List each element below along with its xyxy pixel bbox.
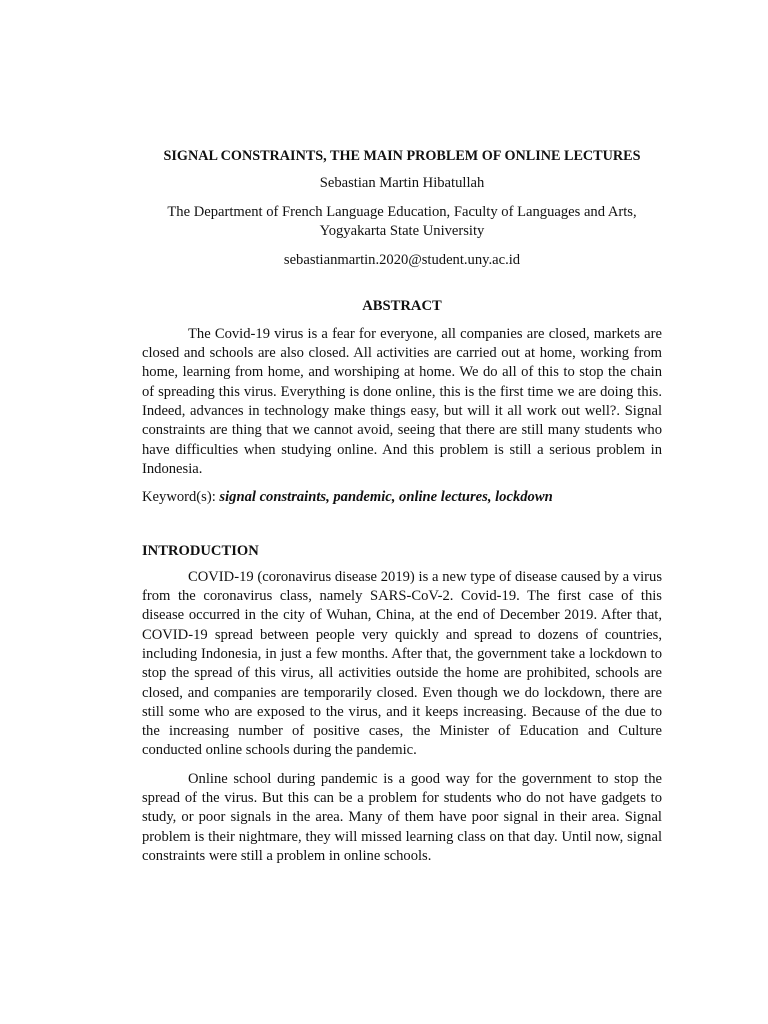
- introduction-paragraph: Online school during pandemic is a good way for the government to stop the spread of the virus. But this can be a problem for students who do not have gadgets to study, or poor signals in the area. Many of them have poor signal in their area. Signal problem is their nightmare, they will missed learning class on that day. Until now, signal constraints were still a problem in online schools.: [142, 770, 662, 864]
- abstract-text: The Covid-19 virus is a fear for everyone, all companies are closed, markets are closed and schools are also closed. All activities are carried out at home, working from home, learning from home, and worshiping at home. We do all of this to stop the chain of spreading this virus. Everything is done online, this is the first time we are doing this. Indeed, advances in technology make things easy, but will it all work out well?. Signal constraints are thing that we cannot avoid, seeing that there are still many students who have difficulties when studying online. And this problem is still a serious problem in Indonesia.: [142, 325, 662, 477]
- author-email: sebastianmartin.2020@student.uny.ac.id: [283, 252, 521, 269]
- paper-body: [142, 147, 662, 875]
- author-affiliation: [142, 203, 662, 242]
- keywords-label: Keyword(s):: [142, 489, 220, 506]
- keywords: [142, 488, 662, 507]
- affiliation-line: Yogyakarta State University: [319, 222, 485, 239]
- introduction-heading: INTRODUCTION: [142, 543, 259, 560]
- affiliation-line: The Department of French Language Education, Faculty of Languages and Arts,: [167, 203, 637, 220]
- paper-title: SIGNAL CONSTRAINTS, THE MAIN PROBLEM OF ONLINE LECTURES: [163, 148, 641, 164]
- keywords-list: signal constraints, pandemic, online lectures, lockdown: [219, 489, 553, 506]
- introduction-paragraph: COVID-19 (coronavirus disease 2019) is a new type of disease caused by a virus from the coronavirus class, namely SARS-CoV-2. Covid-19. The first case of this disease occurred in the city of Wuhan, China, at the end of December 2019. After that, COVID-19 spread between people very quickly and spread to dozens of countries, including Indonesia, in just a few months. After that, the government take a lockdown to stop the spread of this virus, all activities outside the home are prohibited, schools are closed, and companies are temporarily closed. Even though we do lockdown, there are still some who are exposed to the virus, and it keeps increasing. Because of the due to the increasing number of positive cases, the Minister of Education and Culture conducted online schools during the pandemic.: [142, 568, 662, 759]
- abstract-heading: ABSTRACT: [362, 298, 442, 315]
- author-name: Sebastian Martin Hibatullah: [319, 175, 485, 192]
